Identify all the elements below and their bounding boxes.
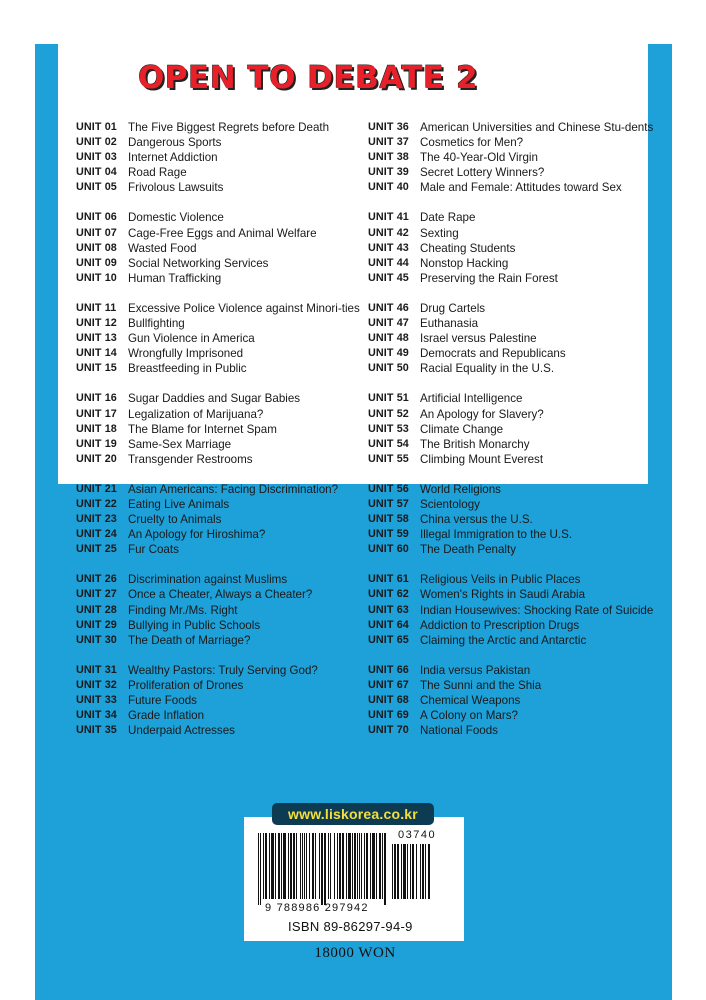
unit-title: The 40-Year-Old Virgin: [420, 151, 538, 165]
barcode-bar: [337, 833, 338, 899]
unit-number: UNIT 14: [76, 347, 117, 360]
unit-number: UNIT 48: [368, 332, 409, 345]
barcode-bar: [425, 844, 426, 899]
barcode-bar: [394, 844, 396, 899]
unit-title: Once a Cheater, Always a Cheater?: [128, 588, 313, 602]
unit-title: China versus the U.S.: [420, 513, 533, 527]
group-gap: [368, 376, 658, 391]
barcode-bar: [306, 833, 307, 899]
unit-item: [76, 572, 366, 587]
unit-item: [368, 527, 658, 542]
unit-number: UNIT 25: [76, 543, 117, 556]
barcode-bar: [324, 833, 326, 905]
unit-item: [76, 633, 366, 648]
unit-number: UNIT 08: [76, 241, 117, 254]
group-gap: [368, 467, 658, 482]
unit-item: [368, 331, 658, 346]
unit-item: [76, 452, 366, 467]
unit-number: UNIT 31: [76, 663, 117, 676]
unit-number: UNIT 67: [368, 678, 409, 691]
unit-item: [368, 256, 658, 271]
unit-title: Cosmetics for Men?: [420, 136, 524, 150]
unit-number: UNIT 37: [368, 136, 409, 149]
unit-number: UNIT 17: [76, 407, 117, 420]
unit-number: UNIT 59: [368, 528, 409, 541]
unit-item: [76, 271, 366, 286]
unit-title: Wrongfully Imprisoned: [128, 347, 244, 361]
unit-number: UNIT 57: [368, 497, 409, 510]
unit-item: [76, 361, 366, 376]
barcode-bar: [342, 833, 344, 899]
ean-barcode: [258, 833, 386, 905]
unit-item: [368, 723, 658, 738]
unit-item: [368, 361, 658, 376]
barcode-bar: [319, 833, 320, 899]
barcode-bar: [397, 844, 399, 899]
unit-title: Chemical Weapons: [420, 694, 521, 707]
unit-title: The Sunni and the Shia: [420, 678, 542, 692]
unit-item: [368, 150, 658, 165]
unit-number: UNIT 52: [368, 407, 409, 420]
barcode-bar: [321, 833, 323, 905]
unit-number: UNIT 33: [76, 694, 117, 706]
unit-item: [76, 210, 366, 225]
unit-title: National Foods: [420, 724, 498, 738]
unit-item: [368, 542, 658, 557]
unit-number: UNIT 46: [368, 301, 409, 314]
barcode-bar: [260, 833, 261, 905]
unit-title: Gun Violence in America: [128, 332, 255, 346]
barcode-bar: [370, 833, 371, 899]
barcode-bar: [346, 833, 347, 899]
unit-number: UNIT 34: [76, 709, 117, 722]
unit-title: An Apology for Hiroshima?: [128, 528, 266, 542]
unit-title: World Religions: [420, 482, 501, 496]
unit-number: UNIT 68: [368, 694, 409, 706]
unit-number: UNIT 05: [76, 181, 117, 194]
barcode-bar: [281, 833, 282, 899]
barcode-bar: [275, 833, 276, 899]
unit-item: [76, 256, 366, 271]
unit-item: [76, 180, 366, 195]
unit-title: Women's Rights in Saudi Arabia: [420, 588, 586, 602]
barcode-bar: [290, 833, 292, 899]
unit-title: Wasted Food: [128, 241, 197, 255]
unit-number: UNIT 06: [76, 211, 117, 224]
unit-item: [368, 407, 658, 422]
unit-title: Same-Sex Marriage: [128, 437, 232, 451]
group-gap: [76, 648, 366, 663]
barcode-bar: [296, 833, 297, 899]
unit-title: Frivolous Lawsuits: [128, 181, 224, 195]
unit-item: [76, 150, 366, 165]
unit-title: The Death Penalty: [420, 543, 517, 557]
unit-number: UNIT 39: [368, 166, 409, 179]
unit-title: Addiction to Prescription Drugs: [420, 618, 580, 632]
barcode-bar: [403, 844, 406, 899]
unit-number: UNIT 43: [368, 241, 409, 254]
unit-number: UNIT 36: [368, 121, 409, 133]
group-gap: [76, 286, 366, 301]
unit-number: UNIT 22: [76, 497, 117, 510]
unit-item: [76, 708, 366, 723]
unit-number: UNIT 53: [368, 422, 409, 435]
unit-number: UNIT 60: [368, 543, 409, 556]
barcode-bar: [352, 833, 353, 899]
unit-item: [368, 452, 658, 467]
unit-item: [76, 527, 366, 542]
unit-number: UNIT 27: [76, 588, 117, 601]
unit-item: [368, 678, 658, 693]
unit-item: [368, 572, 658, 587]
barcode-area: [244, 817, 464, 941]
barcode-bar: [271, 833, 274, 899]
barcode-bar: [330, 833, 331, 899]
unit-item: [76, 542, 366, 557]
unit-item: [368, 603, 658, 618]
unit-title: Racial Equality in the U.S.: [420, 362, 555, 376]
unit-item: [76, 165, 366, 180]
unit-title: The Five Biggest Regrets before Death: [128, 121, 330, 134]
barcode-bar: [420, 844, 421, 899]
unit-title: Internet Addiction: [128, 151, 218, 165]
barcode-bar: [354, 833, 356, 899]
barcode-bar: [384, 833, 386, 905]
barcode-bar: [379, 833, 381, 899]
unit-item: [76, 482, 366, 497]
barcode-bar: [339, 833, 341, 899]
unit-item: [368, 391, 658, 406]
unit-number: UNIT 20: [76, 452, 117, 465]
unit-title: The Death of Marriage?: [128, 633, 251, 647]
unit-item: [368, 241, 658, 256]
unit-title: American Universities and Chinese Stu-dents: [420, 121, 654, 134]
unit-title: Social Networking Services: [128, 256, 269, 270]
unit-item: [368, 633, 658, 648]
unit-item: [76, 316, 366, 331]
unit-item: [76, 587, 366, 602]
group-gap: [368, 286, 658, 301]
unit-number: UNIT 21: [76, 482, 117, 495]
unit-item: [368, 663, 658, 678]
barcode-bar: [312, 833, 314, 899]
unit-title: A Colony on Mars?: [420, 709, 518, 723]
unit-number: UNIT 49: [368, 347, 409, 360]
barcode-bar: [382, 833, 383, 899]
unit-title: Indian Housewives: Shocking Rate of Suicide: [420, 603, 654, 617]
ean-digits: 9 788986 297942: [265, 902, 369, 914]
group-gap: [368, 195, 658, 210]
unit-title: Cheating Students: [420, 241, 516, 255]
unit-number: UNIT 01: [76, 121, 117, 133]
barcode-bar: [328, 833, 329, 899]
barcode-bar: [357, 833, 358, 899]
unit-number: UNIT 12: [76, 317, 117, 330]
unit-number: UNIT 24: [76, 528, 117, 541]
unit-number: UNIT 58: [368, 513, 409, 526]
unit-number: UNIT 55: [368, 452, 409, 465]
unit-number: UNIT 44: [368, 256, 409, 269]
unit-item: [76, 497, 366, 512]
unit-title: Democrats and Republicans: [420, 347, 566, 361]
unit-title: India versus Pakistan: [420, 663, 531, 677]
unit-title: Human Trafficking: [128, 271, 222, 285]
unit-list-left: [76, 120, 366, 738]
unit-number: UNIT 30: [76, 633, 117, 646]
barcode-bar: [372, 833, 375, 899]
unit-item: [76, 226, 366, 241]
group-gap: [76, 195, 366, 210]
group-gap: [76, 376, 366, 391]
unit-number: UNIT 02: [76, 136, 117, 149]
barcode-bar: [422, 844, 424, 899]
unit-title: Grade Inflation: [128, 709, 205, 723]
unit-title: Eating Live Animals: [128, 497, 230, 511]
unit-item: [368, 497, 658, 512]
unit-number: UNIT 56: [368, 482, 409, 495]
unit-title: The British Monarchy: [420, 437, 530, 451]
unit-title: Fur Coats: [128, 543, 179, 557]
unit-number: UNIT 09: [76, 256, 117, 269]
barcode-bar: [407, 844, 408, 899]
unit-number: UNIT 16: [76, 392, 117, 405]
unit-title: Euthanasia: [420, 317, 479, 331]
unit-number: UNIT 13: [76, 332, 117, 345]
unit-item: [368, 587, 658, 602]
unit-number: UNIT 51: [368, 392, 409, 405]
unit-number: UNIT 42: [368, 226, 409, 239]
unit-title: Male and Female: Attitudes toward Sex: [420, 181, 622, 195]
barcode-bar: [392, 844, 393, 899]
barcode-bar: [258, 833, 259, 905]
barcode-bar: [278, 833, 280, 899]
unit-title: Religious Veils in Public Places: [420, 573, 581, 587]
unit-title: Date Rape: [420, 211, 476, 225]
price: 18000 WON: [314, 945, 396, 961]
barcode-bar: [428, 844, 430, 899]
barcode-bar: [269, 833, 270, 899]
unit-item: [76, 135, 366, 150]
group-gap: [368, 557, 658, 572]
unit-number: UNIT 29: [76, 618, 117, 631]
unit-number: UNIT 03: [76, 151, 117, 164]
barcode-bar: [366, 833, 368, 899]
unit-item: [368, 422, 658, 437]
unit-number: UNIT 70: [368, 724, 409, 737]
unit-title: Finding Mr./Ms. Right: [128, 603, 238, 617]
unit-title: Drug Cartels: [420, 301, 486, 315]
unit-item: [368, 512, 658, 527]
unit-number: UNIT 28: [76, 603, 117, 616]
group-gap: [368, 648, 658, 663]
unit-number: UNIT 41: [368, 211, 409, 224]
unit-number: UNIT 23: [76, 513, 117, 526]
unit-title: Asian Americans: Facing Discrimination?: [128, 482, 339, 496]
unit-item: [368, 210, 658, 225]
unit-number: UNIT 40: [368, 181, 409, 194]
unit-title: Road Rage: [128, 166, 187, 180]
unit-title: Breastfeeding in Public: [128, 362, 247, 376]
unit-number: UNIT 11: [76, 301, 117, 314]
unit-number: UNIT 38: [368, 151, 409, 164]
barcode-bar: [309, 833, 310, 899]
unit-item: [76, 693, 366, 708]
unit-number: UNIT 07: [76, 226, 117, 239]
unit-title: Bullying in Public Schools: [128, 618, 261, 632]
unit-title: Sugar Daddies and Sugar Babies: [128, 392, 301, 406]
unit-item: [368, 346, 658, 361]
unit-number: UNIT 45: [368, 271, 409, 284]
barcode-bar: [300, 833, 301, 899]
addon-digits: 03740: [398, 829, 437, 841]
unit-item: [76, 603, 366, 618]
unit-title: Secret Lottery Winners?: [420, 166, 545, 180]
unit-title: Illegal Immigration to the U.S.: [420, 528, 573, 542]
unit-title: Preserving the Rain Forest: [420, 271, 558, 285]
unit-title: Israel versus Palestine: [420, 332, 537, 346]
unit-item: [76, 241, 366, 256]
unit-number: UNIT 65: [368, 633, 409, 646]
unit-number: UNIT 15: [76, 362, 117, 375]
barcode-bar: [293, 833, 295, 899]
barcode-bar: [410, 844, 411, 899]
book-title: OPEN TO DEBATE 2: [137, 60, 479, 96]
unit-title: Legalization of Marijuana?: [128, 407, 264, 421]
unit-item: [76, 331, 366, 346]
unit-title: Excessive Police Violence against Minori-ties: [128, 301, 360, 315]
unit-number: UNIT 35: [76, 724, 117, 737]
unit-title: Dangerous Sports: [128, 136, 222, 150]
unit-list-right: [368, 120, 658, 738]
unit-item: [368, 180, 658, 195]
barcode-bar: [334, 833, 335, 899]
unit-title: An Apology for Slavery?: [420, 407, 544, 421]
unit-title: Nonstop Hacking: [420, 256, 509, 270]
addon-barcode: [392, 844, 444, 905]
unit-number: UNIT 61: [368, 573, 409, 586]
unit-item: [76, 437, 366, 452]
unit-item: [76, 391, 366, 406]
unit-item: [368, 271, 658, 286]
group-gap: [76, 557, 366, 572]
unit-title: Future Foods: [128, 694, 197, 707]
unit-item: [76, 723, 366, 738]
unit-item: [76, 346, 366, 361]
unit-number: UNIT 50: [368, 362, 409, 375]
unit-number: UNIT 47: [368, 317, 409, 330]
unit-item: [368, 120, 658, 135]
unit-title: Domestic Violence: [128, 211, 224, 225]
barcode-bar: [416, 844, 417, 899]
unit-number: UNIT 63: [368, 603, 409, 616]
unit-title: Cruelty to Animals: [128, 513, 222, 527]
unit-title: Underpaid Actresses: [128, 724, 235, 738]
unit-title: Transgender Restrooms: [128, 452, 253, 466]
unit-item: [76, 512, 366, 527]
unit-item: [76, 301, 366, 316]
unit-item: [76, 678, 366, 693]
unit-number: UNIT 54: [368, 437, 409, 450]
barcode-bar: [315, 833, 316, 899]
unit-title: Cage-Free Eggs and Animal Welfare: [128, 226, 317, 240]
barcode-bar: [288, 833, 289, 899]
unit-item: [368, 226, 658, 241]
unit-number: UNIT 62: [368, 588, 409, 601]
unit-number: UNIT 32: [76, 678, 117, 691]
barcode-bar: [376, 833, 377, 899]
barcode-bar: [348, 833, 351, 899]
barcode-bar: [359, 833, 360, 899]
unit-title: Discrimination against Muslims: [128, 573, 288, 587]
unit-title: Sexting: [420, 226, 459, 240]
barcode-bar: [283, 833, 286, 899]
unit-number: UNIT 64: [368, 618, 409, 631]
unit-item: [368, 316, 658, 331]
unit-item: [368, 165, 658, 180]
unit-item: [76, 618, 366, 633]
unit-item: [368, 693, 658, 708]
unit-item: [76, 407, 366, 422]
unit-title: Proliferation of Drones: [128, 678, 244, 692]
unit-title: Scientology: [420, 497, 480, 511]
publisher-url[interactable]: www.liskorea.co.kr: [272, 803, 434, 825]
unit-number: UNIT 26: [76, 573, 117, 586]
unit-item: [76, 120, 366, 135]
unit-number: UNIT 19: [76, 437, 117, 450]
barcode-bar: [401, 844, 402, 899]
unit-title: Artificial Intelligence: [420, 392, 523, 406]
barcode-bar: [364, 833, 365, 899]
barcode-bar: [263, 833, 264, 899]
unit-number: UNIT 69: [368, 709, 409, 722]
unit-title: Bullfighting: [128, 317, 185, 331]
unit-item: [368, 135, 658, 150]
unit-number: UNIT 10: [76, 271, 117, 284]
unit-item: [368, 618, 658, 633]
unit-item: [76, 663, 366, 678]
unit-number: UNIT 18: [76, 422, 117, 435]
barcode-bar: [361, 833, 362, 899]
unit-title: The Blame for Internet Spam: [128, 422, 277, 436]
barcode-bar: [265, 833, 267, 899]
barcode-bar: [302, 833, 303, 899]
unit-title: Climbing Mount Everest: [420, 452, 544, 466]
barcode-bar: [304, 833, 305, 899]
group-gap: [76, 467, 366, 482]
unit-item: [368, 301, 658, 316]
unit-title: Climate Change: [420, 422, 504, 436]
unit-title: Wealthy Pastors: Truly Serving God?: [128, 663, 318, 677]
unit-item: [368, 437, 658, 452]
unit-item: [76, 422, 366, 437]
unit-number: UNIT 04: [76, 166, 117, 179]
isbn-number: ISBN 89-86297-94-9: [288, 919, 413, 934]
barcode-bar: [412, 844, 414, 899]
unit-item: [368, 482, 658, 497]
unit-number: UNIT 66: [368, 663, 409, 676]
unit-item: [368, 708, 658, 723]
unit-title: Claiming the Arctic and Antarctic: [420, 633, 587, 647]
